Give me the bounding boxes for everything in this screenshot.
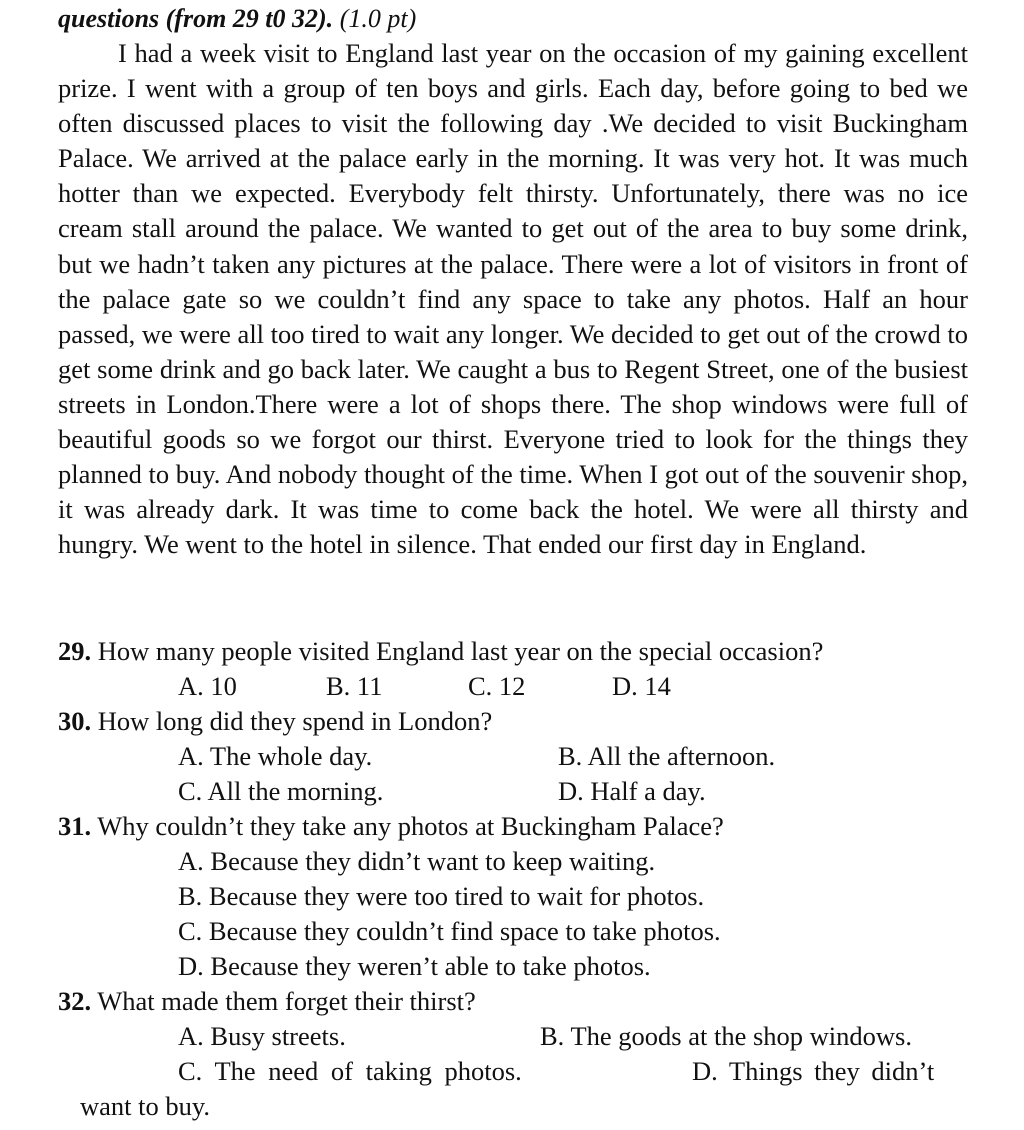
q30-option-d: D. Half a day. — [558, 776, 706, 806]
q29-option-d: D. 14 — [612, 671, 671, 701]
header-points: (1.0 pt) — [339, 4, 417, 33]
question-31 — [58, 809, 724, 844]
question-number: 29. — [58, 636, 92, 666]
q32-option-c: C. The need of taking photos. — [178, 1056, 522, 1086]
q30-option-c: C. All the morning. — [178, 776, 384, 806]
question-number: 31. — [58, 811, 92, 841]
q32-option-b: B. The goods at the shop windows. — [540, 1021, 912, 1051]
q30-option-b: B. All the afternoon. — [558, 741, 776, 771]
q31-option-a: A. Because they didn’t want to keep waiting. — [178, 846, 656, 876]
header-instruction: questions (from 29 t0 32). — [58, 4, 334, 33]
q31-option-c: C. Because they couldn’t find space to take photos. — [178, 916, 721, 946]
question-29 — [58, 634, 823, 669]
q29-option-c: C. 12 — [468, 671, 526, 701]
question-32 — [58, 984, 476, 1019]
question-30 — [58, 704, 492, 739]
q31-option-b: B. Because they were too tired to wait for photos. — [178, 881, 705, 911]
question-text: Why couldn’t they take any photos at Buckingham Palace? — [97, 811, 724, 841]
question-text: How long did they spend in London? — [97, 706, 493, 736]
q32-option-d-continued: want to buy. — [80, 1091, 211, 1121]
question-number: 30. — [58, 706, 92, 736]
question-text: How many people visited England last year on the special occasion? — [97, 636, 824, 666]
q29-option-a: A. 10 — [178, 671, 237, 701]
section-header — [58, 3, 416, 35]
question-text: What made them forget their thirst? — [97, 986, 476, 1016]
q32-option-d: D. Things they didn’t — [692, 1056, 935, 1086]
q32-option-a: A. Busy streets. — [178, 1021, 346, 1051]
reading-passage: I had a week visit to England last year on the occasion of my gaining excellent prize. I went with a group of ten boys and girls. Each day, before going to bed we often discussed places to visit the following day .We decided to visit Buckingham Palace. We arrived at the palace early in the morning. It was very hot. It was much hotter than we expected. Everybody felt thirsty. Unfortunately, there was no ice cream stall around the palace. We wanted to get out of the area to buy some drink, but we hadn’t taken any pictures at the palace. There were a lot of visitors in front of the palace gate so we couldn’t find any space to take any photos. Half an hour passed, we were all too tired to wait any longer. We decided to get out of the crowd to get some drink and go back later. We caught a bus to Regent Street, one of the busiest streets in London.There were a lot of shops there. The shop windows were full of beautiful goods so we forgot our thirst. Everyone tried to look for the things they planned to buy. And nobody thought of the time. When I got out of the souvenir shop, it was already dark. It was time to come back the hotel. We were all thirsty and hungry. We went to the hotel in silence. That ended our first day in England. — [58, 38, 968, 560]
q30-option-a: A. The whole day. — [178, 741, 373, 771]
q29-option-b: B. 11 — [326, 671, 383, 701]
q31-option-d: D. Because they weren’t able to take photos. — [178, 951, 651, 981]
question-number: 32. — [58, 986, 92, 1016]
